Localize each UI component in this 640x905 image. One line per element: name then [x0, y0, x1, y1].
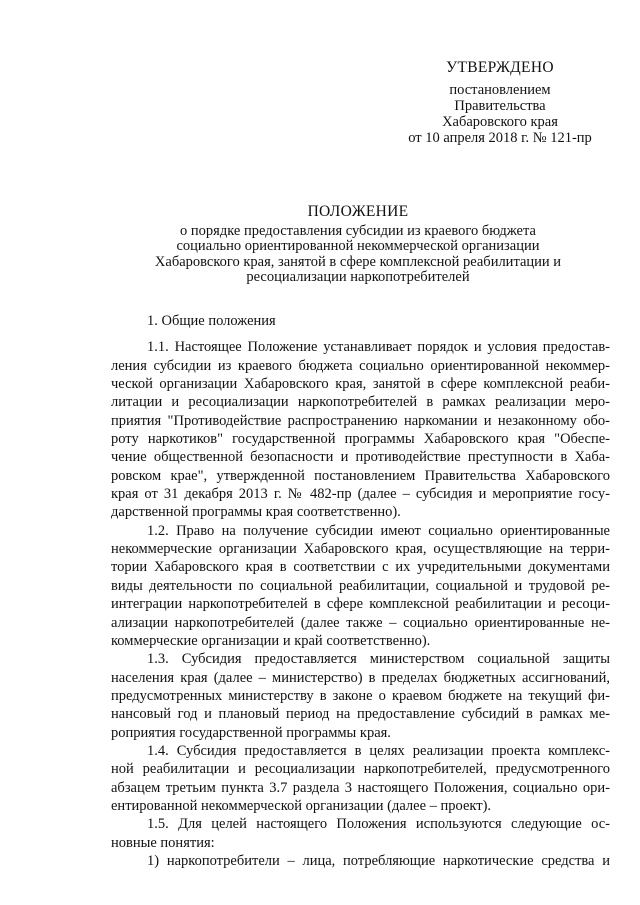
approval-date-line: от 10 апреля 2018 г. № 121-пр [408, 130, 592, 146]
paragraph-line: интеграции наркопотребителей в сфере комплексной реабилитации и ресоци- [111, 596, 610, 613]
paragraph [111, 852, 610, 870]
paragraph-line: ровском крае", утвержденной постановлением Правительства Хабаровского [111, 467, 610, 484]
paragraph-line: 1.4. Субсидия предоставляется в целях реализации проекта комплекс- [147, 742, 610, 759]
paragraph-line: 1.3. Субсидия предоставляется министерством социальной защиты [147, 651, 610, 668]
paragraph [111, 650, 610, 742]
paragraph-line: приятия "Противодействие распространению наркомании и незаконному обо- [111, 412, 610, 429]
document-subtitle-line: о порядке предоставления субсидии из краевого бюджета [180, 222, 536, 239]
paragraph-line: новные понятия: [111, 834, 215, 851]
approval-stamp-block [400, 60, 600, 146]
paragraph-line: чение общественной безопасности и противодействие преступности в Хаба- [111, 449, 610, 466]
paragraph-line: коммерческие организации и край соответственно). [111, 632, 431, 649]
approval-line: постановлением [449, 82, 551, 98]
paragraph-line: 1.5. Для целей настоящего Положения используются следующие ос- [147, 816, 610, 833]
document-title: ПОЛОЖЕНИЕ [307, 203, 409, 220]
paragraph-line: ческой организации Хабаровского края, занятой в сфере комплексной реаби- [111, 376, 610, 393]
paragraph-line: предусмотренных министерству в законе о краевом бюджете на текущий фи- [111, 687, 610, 704]
paragraph-line: ной реабилитации и ресоциализации наркопотребителей, предусмотренного [111, 761, 610, 778]
paragraph-line: 1) наркопотребители – лица, потребляющие наркотические средства и [147, 852, 610, 869]
paragraph-line: нансовый год и плановый период на предоставление субсидий в рамках ме- [111, 706, 610, 723]
document-title-block [108, 204, 608, 286]
paragraph-line: ентированной некоммерческой организации (далее – проект). [111, 797, 492, 814]
approval-line: Хабаровского края [442, 114, 558, 130]
paragraph-line: абзацем третьим пункта 3.7 раздела 3 настоящего Положения, социально ори- [111, 779, 610, 796]
paragraph [111, 338, 610, 521]
paragraph-line: ализации наркопотребителей (далее также – социально ориентированные не- [111, 614, 610, 631]
paragraph-line: населения края (далее – министерство) в пределах бюджетных ассигнований, [111, 669, 610, 686]
document-subtitle-line: Хабаровского края, занятой в сфере комплексной реабилитации и [154, 253, 562, 270]
paragraph [111, 522, 610, 650]
document-body [111, 312, 610, 870]
paragraph-line: дарственной программы края соответственно). [111, 504, 401, 521]
document-subtitle-line: социально ориентированной некоммерческой организации [176, 238, 540, 254]
document-subtitle-line: ресоциализации наркопотребителей [246, 269, 470, 285]
paragraph-line: литации и ресоциализации наркопотребителей в рамках реализации меро- [111, 394, 610, 411]
paragraph-line: роту наркотиков" государственной программы Хабаровского края "Обеспе- [111, 431, 610, 448]
paragraph-line: ления субсидии из краевого бюджета социально ориентированной некоммер- [111, 357, 610, 374]
paragraph-line: края от 31 декабря 2013 г. № 482-пр (далее – субсидия и мероприятие госу- [111, 486, 610, 503]
paragraph-line: 1.2. Право на получение субсидии имеют социально ориентированные [147, 522, 610, 539]
paragraph [111, 742, 610, 815]
paragraph-line: роприятия государственной программы края. [111, 724, 391, 741]
paragraph-line: 1.1. Настоящее Положение устанавливает порядок и условия предостав- [147, 339, 610, 356]
paragraph [111, 815, 610, 852]
paragraph-line: виды деятельности по социальной реабилитации, социальной и трудовой ре- [111, 577, 610, 594]
paragraph-line: некоммерческие организации Хабаровского края, осуществляющие на терри- [111, 541, 610, 558]
paragraph-list [111, 338, 610, 870]
approval-stamp: УТВЕРЖДЕНО [446, 59, 554, 76]
approval-line: Правительства [454, 98, 546, 114]
section-title: 1. Общие положения [147, 313, 276, 329]
paragraph-line: тории Хабаровского края в соответствии с их учредительными документами [111, 559, 610, 576]
